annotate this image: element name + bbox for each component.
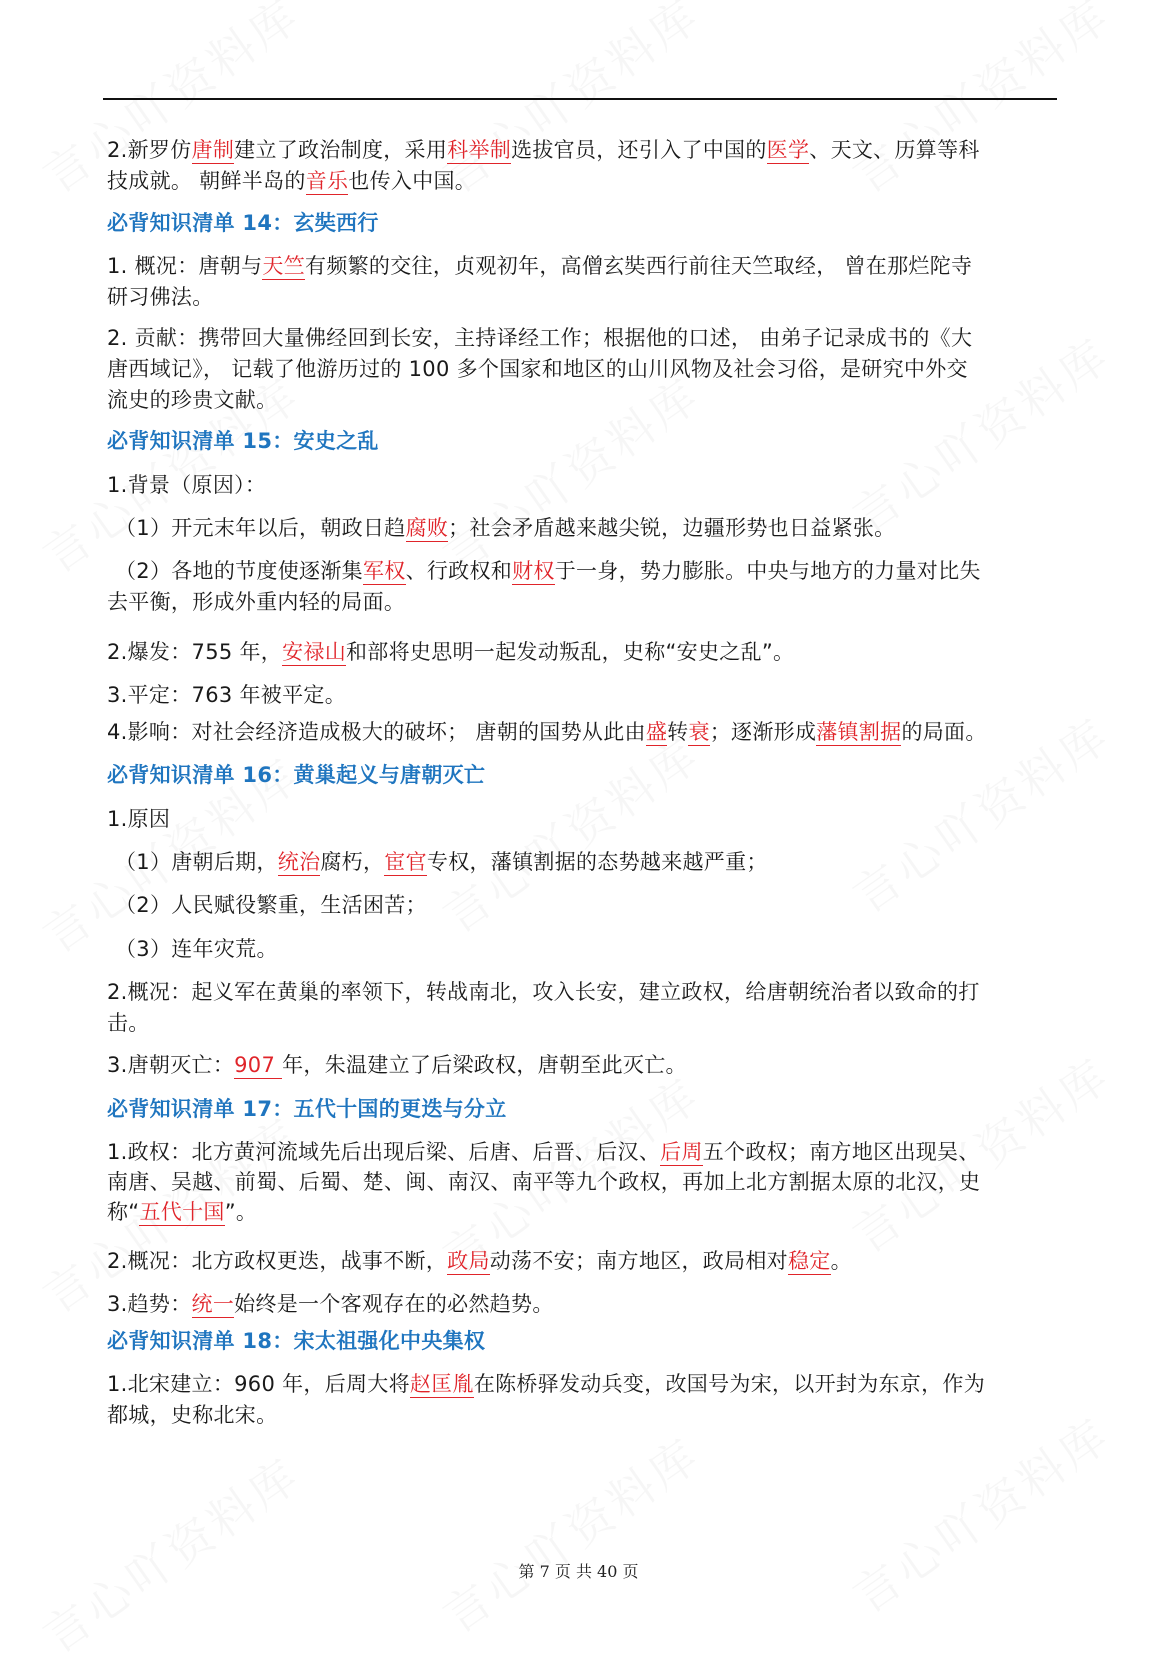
key-term: 科举制	[447, 138, 512, 162]
paragraph-line: 4.影响：对社会经济造成极大的破坏； 唐朝的国势从此由盛转衰；逐渐形成藩镇割据的局面。	[107, 720, 987, 744]
paragraph-line: 1.背景（原因）：	[107, 473, 267, 497]
paragraph-line: （1）开元末年以后，朝政日趋腐败；社会矛盾越来越尖锐，边疆形势也日益紧张。	[115, 516, 896, 540]
key-term: 医学	[766, 138, 810, 162]
key-term: 唐制	[191, 138, 235, 162]
key-term: 宦官	[384, 850, 427, 874]
section-heading-17: 必背知识清单 17：五代十国的更迭与分立	[107, 1097, 507, 1121]
paragraph-line: 研习佛法。	[107, 285, 214, 309]
paragraph-line: 都城，史称北宋。	[107, 1403, 278, 1427]
paragraph-line: 2.概况：北方政权更迭，战事不断，政局动荡不安；南方地区，政局相对稳定。	[107, 1249, 852, 1273]
paragraph-line: 技成就。 朝鲜半岛的音乐也传入中国。	[107, 169, 477, 193]
paragraph-line: 2.概况：起义军在黄巢的率领下，转战南北，攻入长安，建立政权，给唐朝统治者以致命的打	[107, 980, 980, 1004]
watermark	[838, 0, 1122, 206]
paragraph-line: 1.政权：北方黄河流域先后出现后梁、后唐、后晋、后汉、后周五个政权；南方地区出现吴、	[107, 1140, 980, 1164]
key-term: 稳定	[787, 1249, 831, 1273]
key-term: 后周	[660, 1140, 703, 1164]
key-term: 907	[234, 1053, 283, 1077]
key-term: 统治	[277, 850, 321, 874]
header-rule	[103, 98, 1057, 100]
key-term: 音乐	[305, 169, 349, 193]
watermark	[428, 1420, 712, 1646]
paragraph-line: （3）连年灾荒。	[115, 937, 278, 961]
paragraph-line: 1. 概况：唐朝与天竺有频繁的交往，贞观初年，高僧玄奘西行前往天竺取经， 曾在那烂陀寺	[107, 254, 973, 278]
paragraph-line: （1）唐朝后期，统治腐朽，宦官专权，藩镇割据的态势越来越严重；	[115, 850, 768, 874]
paragraph-line: 流史的珍贵文献。	[107, 388, 278, 412]
paragraph-line: 2.爆发：755 年，安禄山和部将史思明一起发动叛乱，史称“安史之乱”。	[107, 640, 795, 664]
paragraph-line: （2）人民赋役繁重，生活困苦；	[115, 893, 427, 917]
key-term: 五代十国	[139, 1200, 225, 1224]
paragraph-line: 1.北宋建立：960 年，后周大将赵匡胤在陈桥驿发动兵变，改国号为宋，以开封为东京，作为	[107, 1372, 986, 1396]
paragraph-line: 击。	[107, 1011, 150, 1035]
watermark	[838, 1400, 1122, 1626]
paragraph-line: 南唐、吴越、前蜀、后蜀、楚、闽、南汉、南平等九个政权，再加上北方割据太原的北汉，史	[107, 1170, 981, 1194]
key-term: 衰	[688, 720, 710, 744]
page-number-footer: 第 7 页 共 40 页	[518, 1562, 639, 1581]
section-heading-15: 必背知识清单 15：安史之乱	[107, 429, 379, 453]
key-term: 政局	[447, 1249, 490, 1273]
section-heading-16: 必背知识清单 16：黄巢起义与唐朝灭亡	[107, 763, 486, 787]
paragraph-line: 去平衡，形成外重内轻的局面。	[107, 590, 406, 614]
key-term: 盛	[645, 720, 668, 744]
key-term: 军权	[362, 559, 406, 583]
key-term: 统一	[191, 1292, 235, 1316]
watermark	[28, 1440, 312, 1666]
paragraph-line: 3.平定：763 年被平定。	[107, 683, 346, 707]
key-term: 腐败	[405, 516, 449, 540]
key-term: 安禄山	[282, 640, 346, 664]
key-term: 赵匡胤	[409, 1372, 474, 1396]
section-heading-14: 必背知识清单 14：玄奘西行	[107, 211, 379, 235]
key-term: 天竺	[262, 254, 306, 278]
paragraph-line: 3.趋势：统一始终是一个客观存在的必然趋势。	[107, 1292, 554, 1316]
paragraph-line: 2. 贡献：携带回大量佛经回到长安，主持译经工作；根据他的口述， 由弟子记录成书的《大	[107, 326, 973, 350]
paragraph-line: （2）各地的节度使逐渐集军权、行政权和财权于一身，势力膨胀。中央与地方的力量对比失	[115, 559, 981, 583]
paragraph-line: 1.原因	[107, 807, 171, 831]
paragraph-line: 唐西域记》， 记载了他游历过的 100 多个国家和地区的山川风物及社会习俗，是研究中外交	[107, 357, 968, 381]
paragraph-line: 2.新罗仿唐制建立了政治制度，采用科举制选拔官员，还引入了中国的医学、天文、历算等科	[107, 138, 980, 162]
watermark	[428, 720, 712, 946]
watermark	[428, 360, 712, 586]
key-term: 财权	[512, 559, 555, 583]
paragraph-line: 3.唐朝灭亡：907 年，朱温建立了后梁政权，唐朝至此灭亡。	[107, 1053, 687, 1077]
paragraph-line: 称“五代十国”。	[107, 1200, 258, 1224]
section-heading-18: 必背知识清单 18：宋太祖强化中央集权	[107, 1329, 486, 1353]
key-term: 藩镇割据	[816, 720, 902, 744]
